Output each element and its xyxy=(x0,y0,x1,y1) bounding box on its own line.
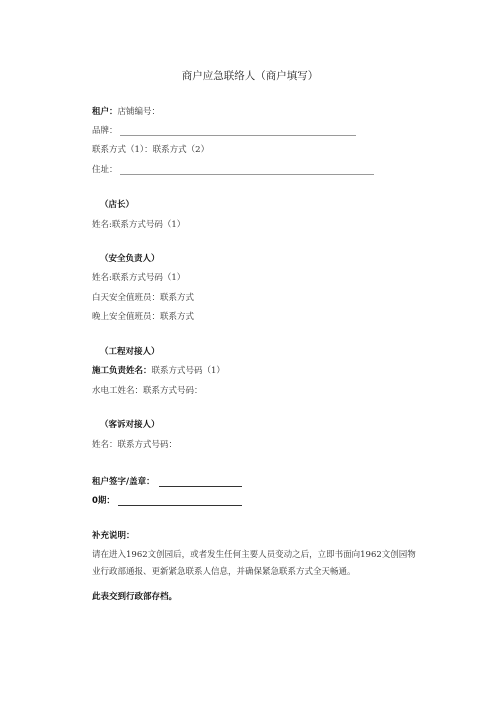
brand-field-line[interactable] xyxy=(120,135,356,136)
construction-lead-label: 施工负责姓名： xyxy=(92,366,152,376)
tenant-label: 租户： xyxy=(92,107,118,117)
store-manager-heading: （店长） xyxy=(100,200,135,210)
page-title: 商户应急联络人（商户填写） xyxy=(181,70,319,82)
contacts-label: 联系方式（1）：联系方式（2） xyxy=(92,145,210,155)
safety-line-3: 晚上安全值班员：联系方式 xyxy=(92,312,195,322)
complaint-heading: （客诉对接人） xyxy=(100,420,160,430)
safety-line-1: 姓名:联系方式号码（1） xyxy=(92,273,186,283)
address-field-line[interactable] xyxy=(120,174,374,175)
engineering-line-1 xyxy=(92,365,225,377)
engineering-heading: （工程对接人） xyxy=(100,347,160,357)
complaint-line: 姓名：联系方式号码： xyxy=(92,440,178,450)
signature-field-line[interactable] xyxy=(159,486,242,487)
notes-footer: 此表交到行政部存档。 xyxy=(92,592,178,602)
notes-body-text: 请在进入1962文创园后，或者发生任何主要人员变动之后，立即书面向1962文创园物业行政部通报、更新紧急联系人信息，并确保紧急联系方式全天畅通。 xyxy=(92,550,416,577)
construction-lead-contact: 联系方式号码（1） xyxy=(151,366,225,376)
date-field-line[interactable] xyxy=(118,505,242,506)
date-label: 0期： xyxy=(92,496,115,506)
notes-body xyxy=(92,547,418,581)
address-label: 住址： xyxy=(92,165,118,175)
engineering-line-2: 水电工姓名：联系方式号码： xyxy=(92,386,203,396)
tenant-row xyxy=(92,106,160,118)
safety-heading: （安全负责人） xyxy=(100,254,160,264)
safety-line-2: 白天安全值班员：联系方式 xyxy=(92,293,195,303)
brand-label: 品牌： xyxy=(92,126,118,136)
signature-label: 租户签字/盖章： xyxy=(92,477,155,487)
store-no-label: 店铺编号： xyxy=(117,107,161,117)
store-manager-line: 姓名:联系方式号码（1） xyxy=(92,220,186,230)
notes-heading: 补充说明： xyxy=(92,531,135,541)
